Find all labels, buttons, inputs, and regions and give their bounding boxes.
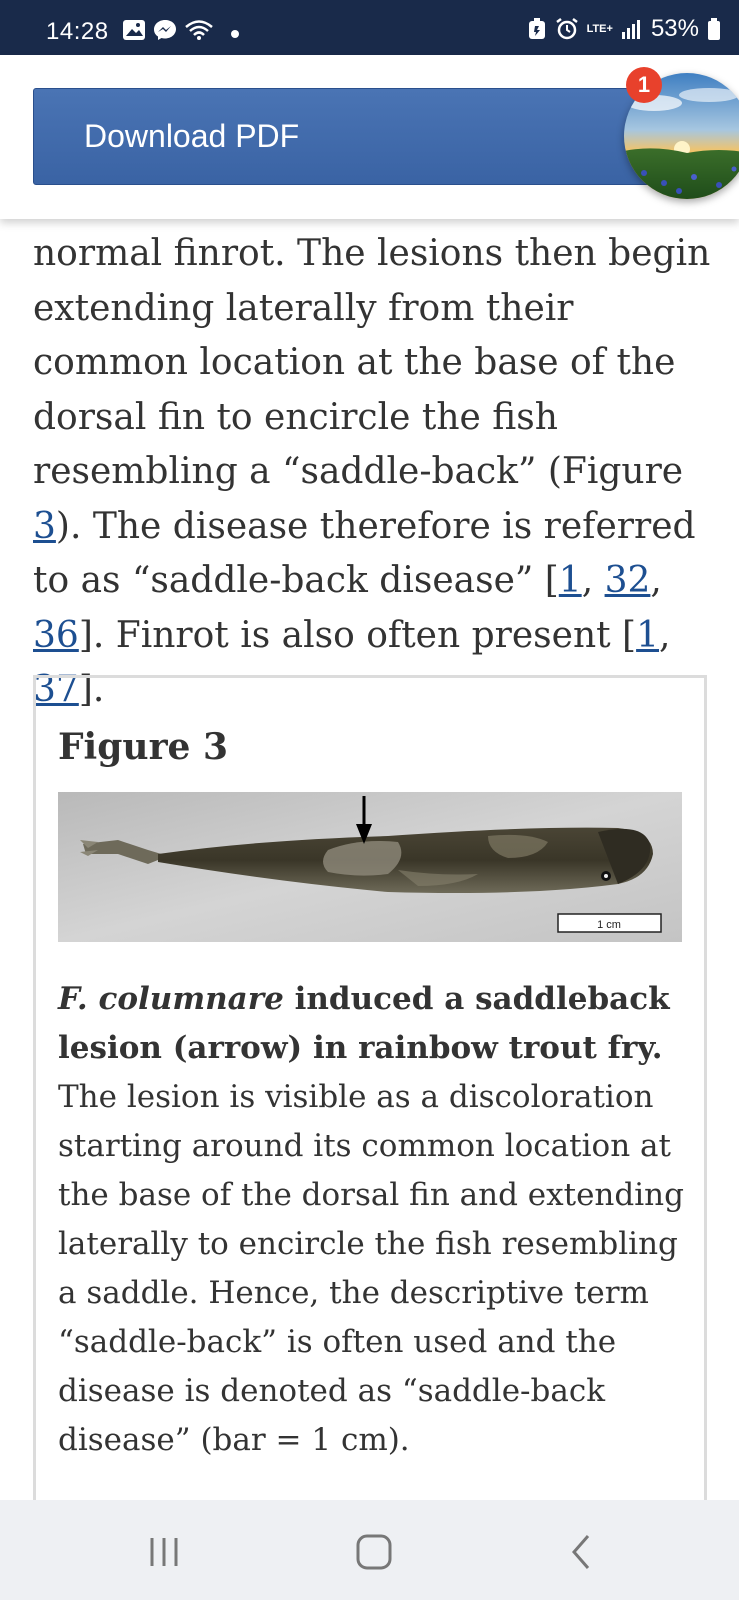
ref-1-link[interactable]: 1: [636, 614, 659, 656]
separator: ,: [581, 560, 605, 601]
download-pdf-button[interactable]: [33, 88, 673, 185]
alarm-icon: [555, 17, 579, 41]
article-text: ). The disease therefore is referred to as “saddle-back disease” [: [33, 505, 696, 601]
article-paragraph: [33, 227, 723, 718]
signal-icon: [621, 18, 643, 40]
caption-bold-text: induced a saddleback lesion (arrow) in rainbow trout fry.: [58, 981, 670, 1066]
figure-title: Figure 3: [58, 726, 229, 768]
download-header: [0, 55, 739, 219]
ref-37-link[interactable]: 37: [33, 669, 79, 710]
download-pdf-label: Download PDF: [84, 118, 300, 154]
ref-36-link[interactable]: 36: [33, 614, 79, 656]
article-text: ]. Finrot is also often present [: [78, 614, 637, 656]
battery-percent: 53%: [650, 15, 699, 42]
status-right: [527, 16, 721, 42]
clock: 14:28: [46, 18, 109, 45]
separator: ,: [659, 614, 671, 656]
battery-saver-icon: [527, 17, 547, 41]
navigation-bar: [0, 1500, 739, 1600]
recent-apps-icon[interactable]: [146, 1532, 186, 1572]
article-text: ].: [78, 669, 105, 710]
caption-text: The lesion is visible as a discoloration starting around its common location at the base of the dorsal fin and extending laterally to encircle the fish resembling a saddle. Hence, the descriptive term “saddle-back” is often used and the disease is denoted as “saddle-back disease” (bar = 1 cm).: [58, 1079, 684, 1458]
figure-3-link[interactable]: 3: [33, 505, 56, 547]
messenger-icon: [153, 19, 177, 41]
article-text: normal finrot. The lesions then begin extending laterally from their common location at the base of the dorsal fin to encircle the fish resembling a “saddle-back” (Figure: [33, 233, 711, 492]
separator: ,: [650, 560, 662, 601]
network-type: LTE+: [586, 23, 613, 35]
notification-dot-icon: [231, 30, 239, 38]
figure-3-image[interactable]: [58, 792, 682, 942]
back-icon[interactable]: [562, 1532, 602, 1572]
figure-caption: [58, 975, 688, 1465]
status-bar: [0, 0, 739, 55]
gallery-icon: [122, 19, 146, 41]
ref-1-link[interactable]: 1: [558, 560, 582, 601]
notification-badge: 1: [626, 67, 662, 103]
figure-3-box: [33, 675, 707, 1515]
caption-species: F. columnare: [58, 981, 284, 1017]
battery-icon: [707, 17, 721, 41]
wifi-icon: [184, 19, 214, 41]
home-icon[interactable]: [354, 1532, 394, 1572]
scale-bar-label: 1 cm: [597, 919, 621, 931]
ref-32-link[interactable]: 32: [604, 560, 651, 601]
